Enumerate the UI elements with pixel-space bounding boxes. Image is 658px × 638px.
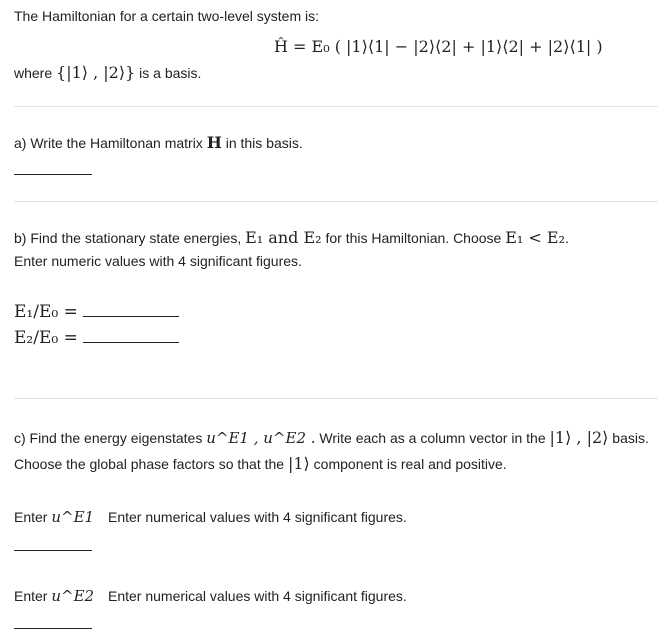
enter-u1-row — [14, 508, 407, 526]
enter-u1-text: Enter numerical values with 4 significant figures. — [107, 509, 407, 525]
u2-answer-blank[interactable] — [14, 614, 92, 632]
basis-statement — [14, 63, 201, 82]
e2-answer-blank[interactable] — [83, 330, 179, 343]
divider — [14, 398, 658, 399]
basis-set: {|1⟩ , |2⟩} — [56, 63, 136, 82]
part-a-question — [14, 133, 303, 152]
enter-u1-prefix: Enter — [14, 509, 48, 525]
basis-suffix: is a basis. — [139, 65, 202, 81]
e2-answer-row — [14, 328, 179, 348]
matrix-symbol: H — [206, 133, 222, 152]
part-b-instructions: Enter numeric values with 4 significant figures. — [14, 253, 302, 269]
part-c-middle: Write each as a column vector in the — [319, 430, 546, 446]
e2-label: E₂/E₀ = — [14, 328, 78, 348]
part-a-answer-blank[interactable] — [14, 160, 92, 178]
part-c-phase-instructions — [14, 454, 507, 473]
phase-prefix: Choose the global phase factors so that the — [14, 456, 285, 472]
part-b-prefix: b) Find the stationary state energies, — [14, 230, 242, 246]
part-c-suffix: basis. — [612, 430, 649, 446]
enter-u2-prefix: Enter — [14, 588, 48, 604]
e1-answer-row — [14, 302, 179, 322]
part-b-question — [14, 228, 569, 247]
e1-label: E₁/E₀ = — [14, 302, 78, 322]
part-b-period: . — [565, 230, 569, 246]
eigenstate-symbols: u^E1 , u^E2 . — [206, 429, 316, 447]
basis-kets: |1⟩ , |2⟩ — [549, 428, 609, 447]
hamiltonian-equation: Ĥ = E₀ ( |1⟩⟨1| − |2⟩⟨2| + |1⟩⟨2| + |2⟩⟨1| ) — [274, 37, 603, 56]
energy-order: E₁ < E₂ — [505, 228, 565, 247]
part-b-middle: for this Hamiltonian. Choose — [325, 230, 502, 246]
intro-text: The Hamiltonian for a certain two-level system is: — [14, 8, 319, 24]
energies-symbols: E₁ and E₂ — [245, 228, 322, 247]
u1-symbol: u^E1 — [51, 508, 95, 526]
enter-u2-row — [14, 587, 407, 605]
e1-answer-blank[interactable] — [83, 304, 179, 317]
u2-symbol: u^E2 — [51, 587, 95, 605]
basis-prefix: where — [14, 65, 53, 81]
part-a-prefix: a) Write the Hamiltonan matrix — [14, 135, 203, 151]
part-c-prefix: c) Find the energy eigenstates — [14, 430, 203, 446]
part-a-suffix: in this basis. — [225, 135, 303, 151]
enter-u2-text: Enter numerical values with 4 significant figures. — [107, 588, 407, 604]
divider — [14, 201, 658, 202]
u1-answer-blank[interactable] — [14, 536, 92, 554]
phase-suffix: component is real and positive. — [313, 456, 507, 472]
phase-ket: |1⟩ — [287, 454, 310, 473]
part-c-question — [14, 428, 649, 447]
divider — [14, 106, 658, 107]
